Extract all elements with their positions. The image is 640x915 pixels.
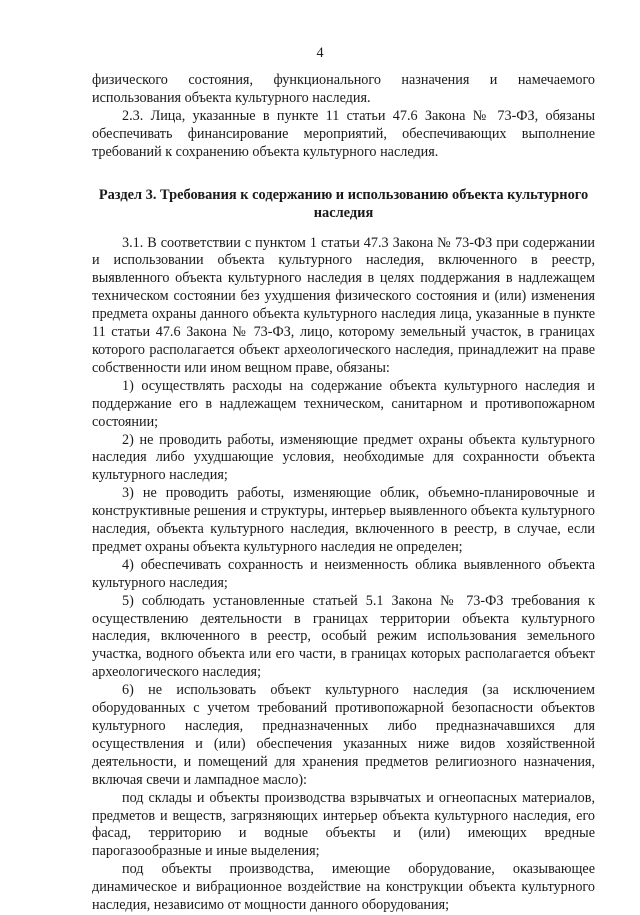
list-item-2: 2) не проводить работы, изменяющие предмет охраны объекта культурного наследия либо ухудшающие условия, необходимые для сохранности объекта культурного наследия; — [92, 431, 595, 484]
list-item-1: 1) осуществлять расходы на содержание объекта культурного наследия и поддержание его в надлежащем техническом, санитарном и противопожарном состоянии; — [92, 377, 595, 430]
list-item-4: 4) обеспечивать сохранность и неизменность облика выявленного объекта культурного наследия; — [92, 556, 595, 591]
document-body — [92, 72, 595, 915]
section-title: Раздел 3. Требования к содержанию и использованию объекта культурного наследия — [98, 186, 589, 222]
sub-item-production: под объекты производства, имеющие оборудование, оказывающее динамическое и вибрационное воздействие на конструкции объекта культурного наследия, независимо от мощности данного оборудования; — [92, 861, 595, 914]
paragraph-3-1: 3.1. В соответствии с пунктом 1 статьи 47.3 Закона № 73-ФЗ при содержании и использовании объекта культурного наследия, включенного в реестр, выявленного объекта культурного наследия в целях поддержания в надлежащем техническом состоянии без ухудшения физического состояния и (или) изменения предмета охраны данного объекта культурного наследия лица, указанные в пункте 11 статьи 47.6 Закона № 73-ФЗ, лицо, которому земельный участок, в границах которого располагается объект археологического наследия, принадлежит на праве собственности или ином вещном праве, обязаны: — [92, 234, 595, 376]
page-number: 4 — [316, 45, 324, 61]
list-item-5: 5) соблюдать установленные статьей 5.1 Закона № 73-ФЗ требования к осуществлению деятельности в границах территории объекта культурного наследия, включенного в реестр, особый режим использования земельного участка, водного объекта или его части, в границах которых располагается объект археологического наследия; — [92, 592, 595, 681]
sub-item-warehouses: под склады и объекты производства взрывчатых и огнеопасных материалов, предметов и веществ, загрязняющих интерьер объекта культурного наследия, его фасад, территорию и водные объекты и (или) имеющих вредные парогазообразные и иные выделения; — [92, 789, 595, 860]
paragraph-continuation: физического состояния, функционального назначения и намечаемого использования объекта культурного наследия. — [92, 72, 595, 106]
list-item-6: 6) не использовать объект культурного наследия (за исключением оборудованных с учетом требований противопожарной безопасности объектов культурного наследия, предназначенных либо предназначавшихся для осуществления и (или) обеспечения указанных ниже видов хозяйственной деятельности, и помещений для хранения предметов религиозного назначения, включая свечи и лампадное масло): — [92, 682, 595, 788]
list-item-3: 3) не проводить работы, изменяющие облик, объемно-планировочные и конструктивные решения и структуры, интерьер выявленного объекта культурного наследия, объекта культурного наследия, включенного в реестр, в случае, если предмет охраны объекта культурного наследия не определен; — [92, 485, 595, 555]
paragraph-2-3: 2.3. Лица, указанные в пункте 11 статьи 47.6 Закона № 73-ФЗ, обязаны обеспечивать финансирование мероприятий, обеспечивающих выполнение требований к сохранению объекта культурного наследия. — [92, 107, 595, 160]
